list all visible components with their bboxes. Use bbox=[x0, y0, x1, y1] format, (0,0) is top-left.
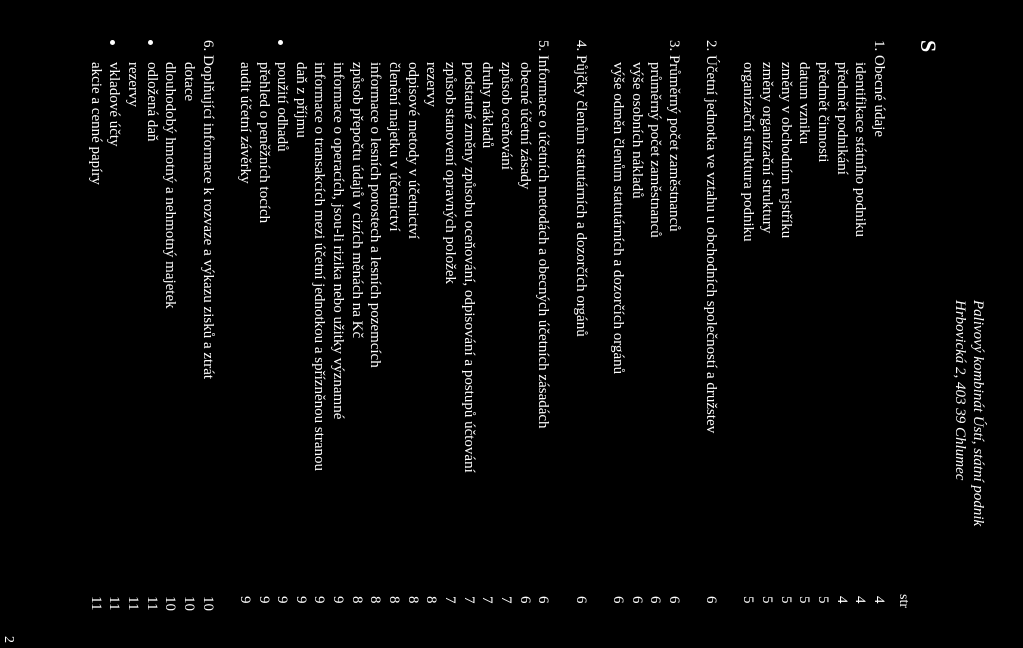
toc-page-number: 11 bbox=[143, 596, 160, 611]
toc-subitem: změny v obchodním rejstříku bbox=[777, 62, 794, 239]
toc-subitem: průměrný počet zaměstnanců bbox=[647, 62, 664, 238]
toc-subitem: informace o transakcích mezi účetní jednotkou a spřízněnou stranou bbox=[311, 62, 328, 472]
toc-page-number: 4 bbox=[833, 596, 850, 604]
toc-page-number: 4 bbox=[871, 596, 887, 604]
toc-subitem: použití odhadů bbox=[274, 62, 291, 152]
toc-page-number: 5 bbox=[796, 596, 813, 604]
title-letter: S bbox=[916, 40, 941, 53]
toc-page-number: 7 bbox=[442, 596, 459, 604]
toc-page-number: 9 bbox=[330, 596, 347, 604]
toc-subitem: způsob přepočtu údajů v cizích měnách na Kč bbox=[348, 62, 365, 339]
toc-page-number: 5 bbox=[740, 596, 757, 604]
toc-page-number: 9 bbox=[236, 596, 253, 604]
toc-subitem: členění majetku v účetnictví bbox=[386, 62, 403, 232]
toc-section-heading: 3. Průměrný počet zaměstnanců bbox=[665, 40, 682, 232]
toc-page-number: 6 bbox=[516, 596, 533, 604]
toc-subitem: informace o lesních porostech a lesních pozemcích bbox=[367, 62, 384, 368]
toc-subitem: předmět činnosti bbox=[815, 62, 832, 163]
toc-subitem: výše osobních nákladů bbox=[628, 62, 645, 199]
toc-page-number: 6 bbox=[647, 596, 664, 604]
bullet-icon bbox=[110, 40, 115, 45]
toc-subitem: odpisové metody v účetnictví bbox=[404, 62, 421, 240]
toc-page-number: 6 bbox=[703, 596, 720, 604]
toc-page-number: 10 bbox=[180, 596, 197, 611]
toc-page-number: 5 bbox=[777, 596, 794, 604]
toc-page-number: 9 bbox=[292, 596, 309, 604]
toc-page-number: 8 bbox=[386, 596, 403, 604]
toc-subitem: způsob oceňování bbox=[498, 62, 514, 170]
toc-subitem: podstatné změny způsobu oceňování, odpisování a postupů účtování bbox=[460, 62, 477, 473]
toc-page-number: 6 bbox=[609, 596, 626, 604]
toc-subitem: přehled o peněžních tocích bbox=[255, 62, 272, 224]
toc-subitem: druhy nákladů bbox=[479, 62, 496, 149]
toc-page-number: 10 bbox=[199, 596, 216, 611]
header-org-name: Palivový kombinát Ústí, státní podnik bbox=[970, 300, 986, 527]
page-column-label: str bbox=[896, 594, 911, 608]
toc-subitem: výše odměn členům statutárních a dozorčích orgánů bbox=[609, 62, 626, 375]
bullet-icon bbox=[278, 40, 283, 45]
toc-page-number: 7 bbox=[479, 596, 496, 604]
toc-page-number: 7 bbox=[498, 596, 514, 604]
toc-subitem: identifikace státního podniku bbox=[852, 62, 869, 237]
toc-subitem: datum vzniku bbox=[796, 62, 813, 145]
toc-subitem: vkladové účty bbox=[106, 62, 123, 147]
toc-subitem: audit účetní závěrky bbox=[236, 62, 253, 184]
toc-subitem: rezervy bbox=[423, 62, 440, 107]
toc-page-number: 9 bbox=[255, 596, 272, 604]
toc-section-heading: 1. Obecné údaje bbox=[871, 40, 887, 138]
toc-page-number: 6 bbox=[665, 596, 682, 604]
toc-subitem: předmět podnikání bbox=[833, 62, 850, 175]
toc-page-number: 10 bbox=[162, 596, 179, 611]
toc-subitem: obecné účetní zásady bbox=[516, 62, 533, 190]
bullet-icon bbox=[148, 40, 153, 45]
toc-page-number: 11 bbox=[87, 596, 104, 611]
toc-subitem: organizační struktura podniku bbox=[740, 62, 757, 242]
toc-subitem: daň z příjmu bbox=[292, 62, 309, 138]
toc-page-number: 7 bbox=[460, 596, 477, 604]
toc-section-heading: 5. Informace o účetních metodách a obecných účetních zásadách bbox=[535, 40, 552, 429]
toc-subitem: způsob stanovení opravných položek bbox=[442, 62, 459, 285]
toc-section-heading: 2. Účetní jednotka ve vztahu u obchodních společností a družstev bbox=[703, 40, 720, 434]
toc-subitem: dlouhodobý hmotný a nehmotný majetek bbox=[162, 62, 179, 309]
toc-subitem: dotace bbox=[180, 62, 197, 102]
toc-page-number: 8 bbox=[404, 596, 421, 604]
toc-section-heading: 6. Doplňující informace k rozvaze a výkazu zisků a ztrát bbox=[199, 40, 216, 380]
header-address: Hrbovická 2, 403 39 Chlumec bbox=[952, 300, 968, 481]
toc-page-number: 5 bbox=[815, 596, 832, 604]
corner-page-number: 2 bbox=[1, 636, 16, 643]
toc-subitem: informace o operacích, jsou-li rizika nebo užitky významné bbox=[330, 62, 347, 420]
toc-page-number: 9 bbox=[274, 596, 291, 604]
toc-subitem: akcie a cenné papíry bbox=[87, 62, 104, 185]
toc-page-number: 11 bbox=[106, 596, 123, 611]
toc-page-number: 8 bbox=[348, 596, 365, 604]
toc-page-number: 9 bbox=[311, 596, 328, 604]
toc-page-number: 6 bbox=[628, 596, 645, 604]
toc-page-number: 8 bbox=[423, 596, 440, 604]
toc-page-number: 6 bbox=[572, 596, 589, 604]
toc-page-number: 8 bbox=[367, 596, 384, 604]
toc-subitem: odložená daň bbox=[143, 62, 160, 142]
toc-page-number: 6 bbox=[535, 596, 552, 604]
toc-page-number: 4 bbox=[852, 596, 869, 604]
toc-subitem: změny organizační struktury bbox=[759, 62, 776, 234]
toc-subitem: rezervy bbox=[125, 62, 141, 107]
toc-page-number: 5 bbox=[759, 596, 776, 604]
toc-page-number: 11 bbox=[125, 596, 141, 611]
toc-section-heading: 4. Půjčky členům statutárních a dozorčích orgánů bbox=[572, 40, 589, 337]
